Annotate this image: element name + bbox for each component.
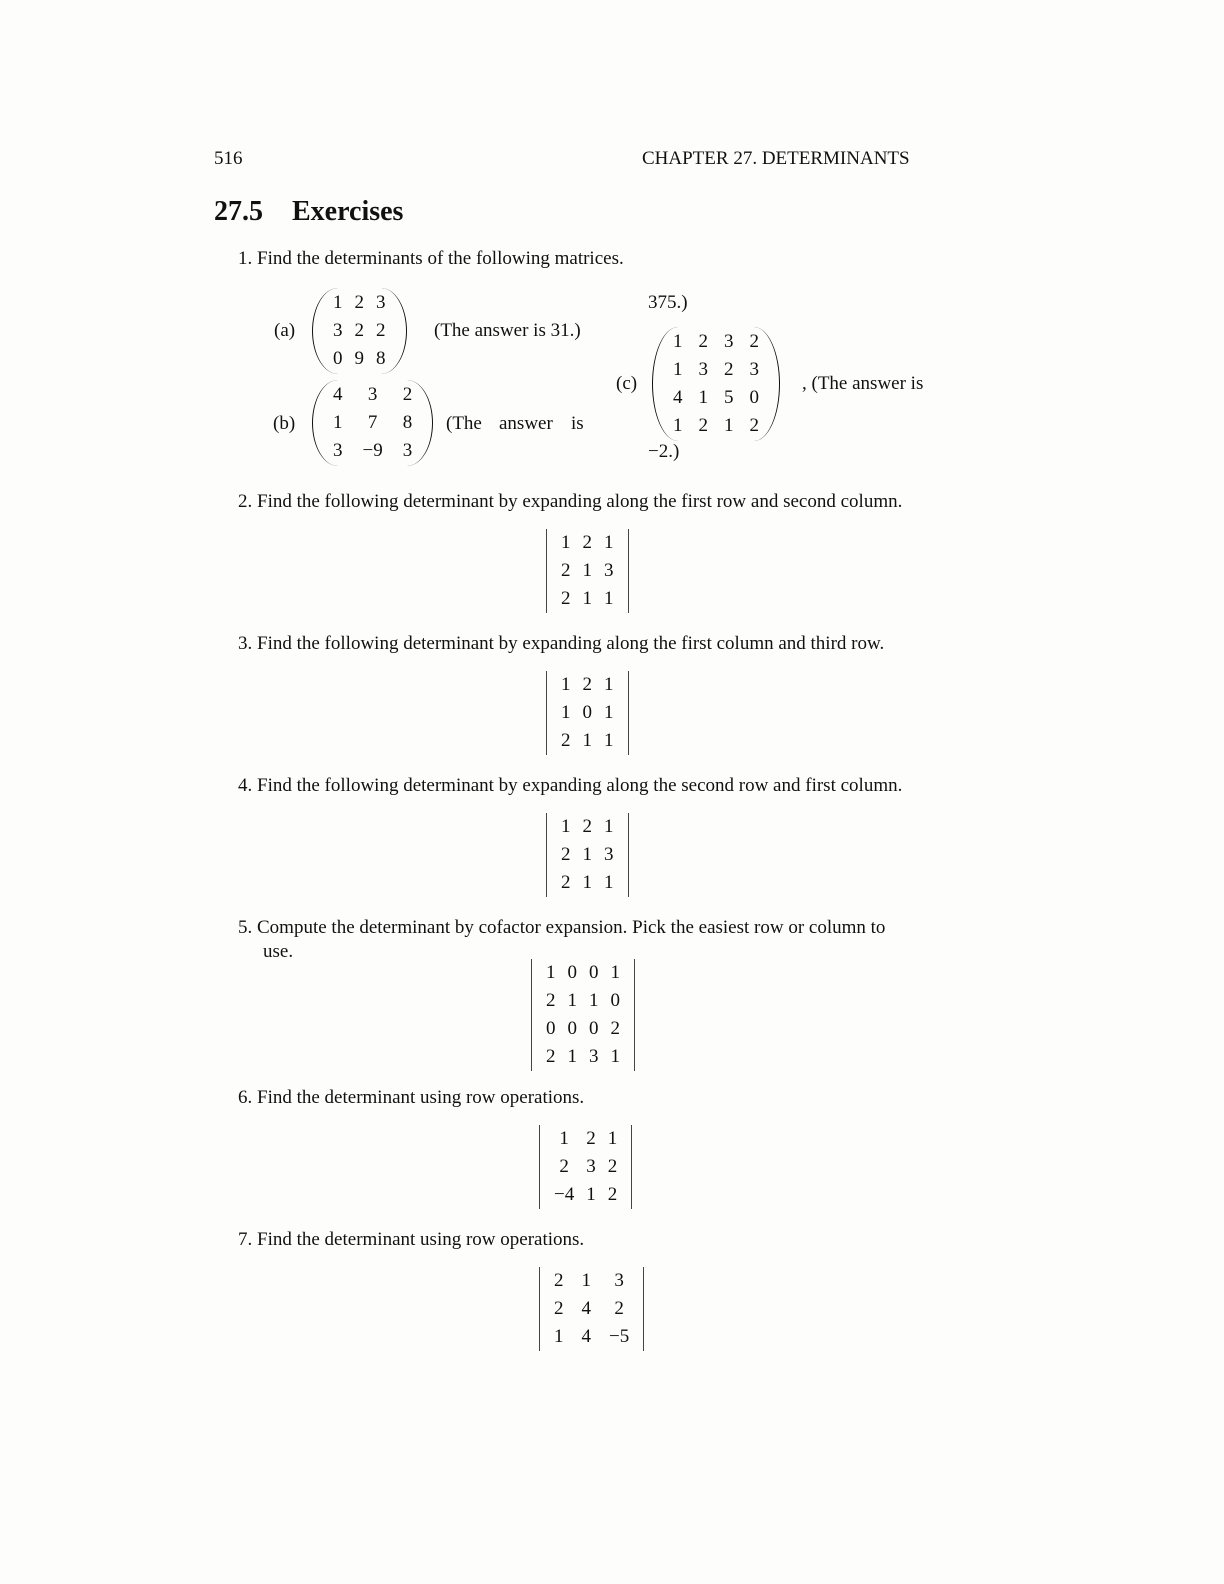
matrix-entry: 1: [582, 588, 592, 609]
matrix-entry: 8: [376, 348, 386, 369]
matrix-entry: 2: [546, 990, 556, 1011]
matrix-entry: 2: [607, 1156, 618, 1177]
matrix-entry: 2: [724, 359, 734, 380]
exercise-2-text: 2. Find the following determinant by expanding along the first row and second column.: [238, 491, 903, 512]
matrix-grid: [539, 1267, 644, 1351]
matrix-entry: 1: [561, 702, 571, 723]
matrix-entry: 2: [607, 1184, 618, 1205]
matrix-entry: 1: [673, 359, 683, 380]
matrix-entry: 3: [724, 331, 734, 352]
ex1c-label: (c): [616, 373, 638, 394]
matrix-entry: 1: [586, 1184, 596, 1205]
matrix-entry: 0: [567, 962, 577, 983]
ex1b-answer-continued: 375.): [648, 292, 688, 313]
matrix-entry: 0: [589, 1018, 599, 1039]
matrix-entry: 3: [367, 384, 378, 405]
matrix-entry: 2: [554, 1298, 564, 1319]
ex1c-matrix: [652, 327, 780, 441]
matrix-entry: 2: [561, 844, 571, 865]
matrix-entry: 2: [546, 1046, 556, 1067]
matrix-entry: 8: [402, 412, 413, 433]
matrix-entry: 0: [333, 348, 343, 369]
matrix-entry: 0: [546, 1018, 556, 1039]
exercise-1-text: 1. Find the determinants of the following matrices.: [238, 248, 624, 269]
matrix-entry: 1: [567, 1046, 577, 1067]
matrix-entry: 5: [724, 387, 734, 408]
matrix-entry: 2: [354, 320, 364, 341]
matrix-entry: 2: [554, 1270, 564, 1291]
matrix-entry: 2: [749, 415, 759, 436]
running-head: CHAPTER 27. DETERMINANTS: [642, 148, 910, 169]
matrix-entry: 0: [589, 962, 599, 983]
matrix-entry: 1: [582, 560, 592, 581]
matrix-entry: 1: [698, 387, 708, 408]
matrix-entry: 3: [604, 560, 614, 581]
matrix-entry: 3: [586, 1156, 596, 1177]
matrix-entry: 0: [582, 702, 592, 723]
matrix-entry: 3: [333, 440, 343, 461]
matrix-entry: 1: [724, 415, 734, 436]
section-title: Exercises: [292, 196, 404, 227]
matrix-entry: 1: [607, 1128, 618, 1149]
matrix-entry: 2: [354, 292, 364, 313]
matrix-entry: 2: [561, 588, 571, 609]
ex2-determinant: [546, 529, 629, 613]
matrix-entry: 1: [589, 990, 599, 1011]
matrix-entry: 1: [561, 532, 571, 553]
matrix-entry: 1: [561, 674, 571, 695]
exercise-5-text-continued: use.: [263, 941, 294, 962]
matrix-entry: 1: [604, 588, 614, 609]
matrix-entry: 1: [604, 816, 614, 837]
matrix-entry: 2: [614, 1298, 624, 1319]
ex1a-label: (a): [274, 320, 296, 341]
ex6-determinant: [539, 1125, 632, 1209]
matrix-entry: 1: [610, 1046, 620, 1067]
matrix-entry: 2: [561, 560, 571, 581]
matrix-entry: 1: [582, 844, 592, 865]
matrix-entry: 2: [582, 816, 592, 837]
matrix-entry: 3: [604, 844, 614, 865]
matrix-entry: 2: [561, 872, 571, 893]
exercise-7-text: 7. Find the determinant using row operations.: [238, 1229, 585, 1250]
matrix-entry: 1: [561, 816, 571, 837]
matrix-grid: [546, 671, 629, 755]
exercise-3-text: 3. Find the following determinant by expanding along the first column and third row.: [238, 633, 885, 654]
matrix-entry: 1: [333, 292, 343, 313]
exercise-5-text: 5. Compute the determinant by cofactor expansion. Pick the easiest row or column to: [238, 917, 886, 938]
matrix-entry: 2: [582, 532, 592, 553]
matrix-entry: 2: [582, 674, 592, 695]
exercise-6-text: 6. Find the determinant using row operations.: [238, 1087, 585, 1108]
matrix-entry: 2: [402, 384, 413, 405]
ex7-determinant: [539, 1267, 644, 1351]
matrix-entry: 3: [698, 359, 708, 380]
matrix-entry: −4: [554, 1184, 575, 1205]
matrix-entry: 0: [749, 387, 759, 408]
matrix-entry: 1: [604, 730, 614, 751]
ex5-determinant: [531, 959, 635, 1071]
ex1a-answer: (The answer is 31.): [434, 320, 581, 341]
ex1b-answer-word-3: is: [571, 413, 584, 434]
matrix-entry: 1: [604, 532, 614, 553]
matrix-grid: [531, 959, 635, 1071]
matrix-entry: 1: [673, 415, 683, 436]
matrix-entry: 1: [559, 1128, 569, 1149]
matrix-entry: 4: [581, 1326, 591, 1347]
matrix-grid: [539, 1125, 632, 1209]
matrix-entry: 2: [586, 1128, 596, 1149]
matrix-entry: 2: [561, 730, 571, 751]
matrix-entry: 9: [354, 348, 364, 369]
matrix-entry: 1: [567, 990, 577, 1011]
ex4-determinant: [546, 813, 629, 897]
matrix-entry: 1: [582, 872, 592, 893]
matrix-entry: 2: [376, 320, 386, 341]
matrix-entry: 1: [581, 1270, 591, 1291]
matrix-entry: 0: [567, 1018, 577, 1039]
matrix-entry: 1: [673, 331, 683, 352]
ex1c-answer-continued: −2.): [648, 441, 680, 462]
matrix-entry: 1: [604, 702, 614, 723]
matrix-entry: 4: [673, 387, 683, 408]
matrix-entry: 3: [614, 1270, 624, 1291]
matrix-entry: 2: [698, 415, 708, 436]
ex1c-answer: , (The answer is: [802, 373, 924, 394]
matrix-entry: 1: [610, 962, 620, 983]
section-number: 27.5: [214, 196, 263, 227]
matrix-entry: 1: [333, 412, 343, 433]
matrix-entry: 1: [546, 962, 556, 983]
matrix-grid: [652, 327, 780, 441]
matrix-entry: 1: [554, 1326, 564, 1347]
matrix-entry: 7: [367, 412, 378, 433]
ex1b-label: (b): [273, 413, 296, 434]
matrix-entry: 3: [749, 359, 759, 380]
exercise-4-text: 4. Find the following determinant by expanding along the second row and first column.: [238, 775, 903, 796]
ex1b-matrix: [312, 380, 433, 466]
matrix-grid: [546, 813, 629, 897]
matrix-entry: 2: [610, 1018, 620, 1039]
matrix-entry: 4: [333, 384, 343, 405]
matrix-grid: [312, 288, 407, 374]
matrix-entry: 1: [604, 872, 614, 893]
ex3-determinant: [546, 671, 629, 755]
matrix-entry: −9: [362, 440, 383, 461]
matrix-entry: 1: [582, 730, 592, 751]
matrix-entry: −5: [609, 1326, 630, 1347]
matrix-entry: 2: [749, 331, 759, 352]
matrix-entry: 2: [698, 331, 708, 352]
ex1b-answer-word-2: answer: [499, 413, 553, 434]
matrix-entry: 1: [604, 674, 614, 695]
matrix-entry: 0: [610, 990, 620, 1011]
page-number: 516: [214, 148, 243, 169]
matrix-grid: [546, 529, 629, 613]
matrix-entry: 4: [581, 1298, 591, 1319]
ex1a-matrix: [312, 288, 407, 374]
matrix-entry: 3: [589, 1046, 599, 1067]
matrix-grid: [312, 380, 433, 466]
matrix-entry: 3: [333, 320, 343, 341]
matrix-entry: 2: [559, 1156, 569, 1177]
ex1b-answer-word-1: (The: [446, 413, 482, 434]
matrix-entry: 3: [402, 440, 413, 461]
matrix-entry: 3: [376, 292, 386, 313]
